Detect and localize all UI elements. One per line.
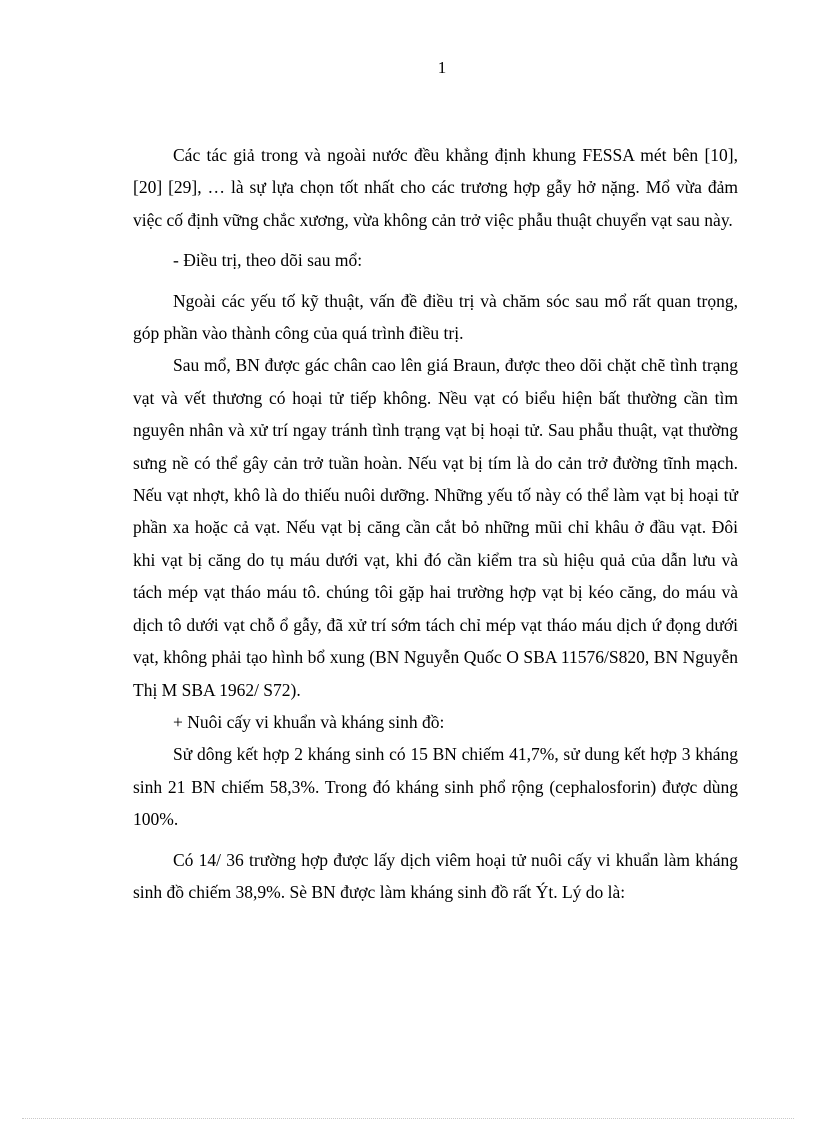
page-number: 1 bbox=[437, 58, 447, 77]
document-body bbox=[133, 139, 738, 908]
paragraph-fessa-frame: Các tác giả trong và ngoài nước đều khẳng định khung FESSA mét bên [10],[20] [29], … là sự lựa chọn tốt nhất cho các trương hợp gẫy hở nặng. Mổ vừa đảm việc cố định vững chắc xương, vừa không cản trở việc phẫu thuật chuyển vạt sau này. bbox=[133, 145, 738, 230]
paragraph-flap-monitoring: Sau mổ, BN được gác chân cao lên giá Braun, được theo dõi chặt chẽ tình trạng vạt và vết thương có hoại tử tiếp không. Nều vạt có biểu hiện bất thường cần tìm nguyên nhân và xử trí ngay tránh tình trạng vạt bị hoại tử. Sau phẫu thuật, vạt thường sưng nề có thể gây cản trở tuần hoàn. Nếu vạt bị tím là do cản trở đường tĩnh mạch. Nếu vạt nhợt, khô là do thiếu nuôi dưỡng. Những yếu tố này có thể làm vạt bị hoại tử phần xa hoặc cả vạt. Nếu vạt bị căng cần cắt bỏ những mũi chỉ khâu ở đầu vạt. Đôi khi vạt bị căng do tụ máu dưới vạt, khi đó cần kiểm tra sù hiệu quả của dẫn lưu và tách mép vạt tháo máu tô. chúng tôi gặp hai trường hợp vạt bị kéo căng, do máu và dịch tô dưới vạt chỗ ổ gẫy, đã xử trí sớm tách chỉ mép vạt tháo máu dịch ứ đọng dưới vạt, không phải tạo hình bổ xung (BN Nguyễn Quốc O SBA 11576/S820, BN Nguyễn Thị M SBA 1962/ S72). bbox=[133, 355, 738, 700]
paragraph-antibiotic-combination: Sử dông kết hợp 2 kháng sinh có 15 BN chiếm 41,7%, sử dung kết hợp 3 kháng sinh 21 BN chiếm 58,3%. Trong đó kháng sinh phổ rộng (cephalosforin) được dùng 100%. bbox=[133, 744, 738, 830]
paragraph-antibiogram: Có 14/ 36 trường hợp được lấy dịch viêm hoại tử nuôi cấy vi khuẩn làm kháng sinh đồ chiếm 38,9%. Sè BN được làm kháng sinh đồ rất Ýt. Lý do là: bbox=[133, 849, 738, 902]
heading-bacterial-culture: + Nuôi cấy vi khuẩn và kháng sinh đồ: bbox=[173, 711, 445, 732]
paragraph-postop-care: Ngoài các yếu tố kỹ thuật, vấn đề điều trị và chăm sóc sau mổ rất quan trọng, góp phần vào thành công của quá trình điều trị. bbox=[133, 290, 738, 344]
heading-postop-treatment: - Điều trị, theo dõi sau mổ: bbox=[173, 250, 363, 271]
page-bottom-divider bbox=[22, 1118, 794, 1119]
